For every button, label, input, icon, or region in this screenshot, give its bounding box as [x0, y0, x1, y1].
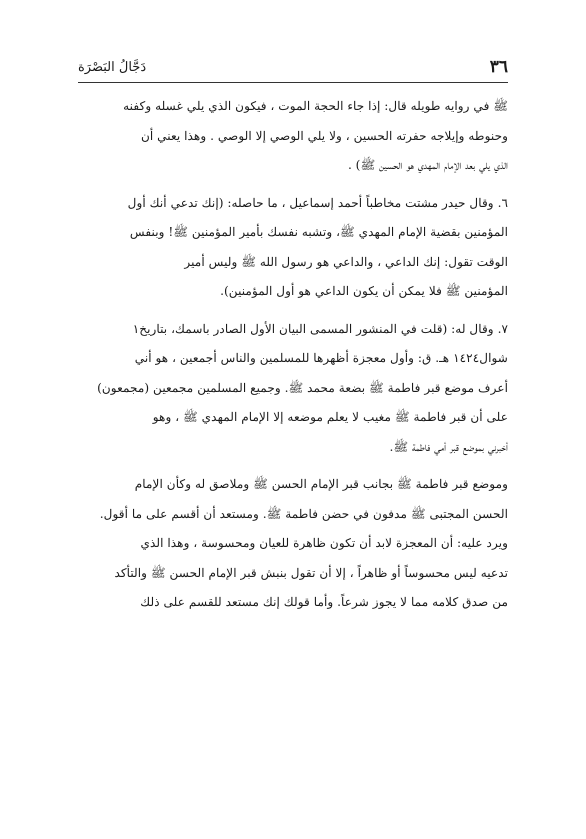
text-line: شوال١٤٢٤ هـ. ق: وأول معجزة أظهرها للمسلمين والناس أجمعين ، هو أني	[134, 351, 508, 365]
text-line: المؤمنين ﷺ فلا يمكن أن يكون الداعي هو أول المؤمنين).	[220, 284, 508, 298]
page-number: ٣٦	[489, 57, 508, 77]
text-line: ٦. وقال حيدر مشتت مخاطباً أحمد إسماعيل ، ما حاصله: (إنك تدعي أنك أول	[127, 195, 508, 210]
text-line: ويرد عليه: أن المعجزة لابد أن تكون ظاهرة للعيان ومحسوسة ، وهذا الذي	[140, 536, 508, 550]
text-line: أعرف موضع قبر فاطمة ﷺ بضعة محمد ﷺ. وجميع المسلمين مجمعين (مجمعون)	[97, 380, 508, 395]
running-title: دَجَّالُ البَصْرَة	[78, 60, 147, 75]
text-line: تدعيه ليس محسوساً أو ظاهراً ، إلا أن تقول بنبش قبر الإمام الحسن ﷺ والتأكد	[114, 565, 508, 580]
text-line: وحنوطه وإيلاجه حفرته الحسين ، ولا يلي الوصي إلا الوصي . وهذا يعني أن	[140, 128, 508, 143]
text-line: المؤمنين بقضية الإمام المهدي ﷺ، وتشبه نفسك بأمير المؤمنين ﷺ! وبنفس	[129, 225, 508, 239]
text-line: على أن قبر فاطمة ﷺ مغيب لا يعلم موضعه إلا الإمام المهدي ﷺ ، وهو	[152, 410, 508, 424]
header-divider	[78, 82, 508, 83]
text-line: أخبرني بموضع قبر أمي فاطمة ﷺ.	[389, 439, 508, 454]
text-line: وموضع قبر فاطمة ﷺ بجانب قبر الإمام الحسن ﷺ وملاصق له وكأن الإمام	[134, 477, 508, 491]
paragraph-3	[78, 315, 508, 463]
text-line: ٧. وقال له: (قلت في المنشور المسمى البيان الأول الصادر باسمك، بتاريخ١	[132, 321, 508, 336]
page-body	[78, 92, 508, 626]
text-line: الوقت تقول: إنك الداعي ، والداعي هو رسول الله ﷺ وليس أمير	[184, 254, 508, 269]
paragraph-2	[78, 189, 508, 307]
text-line: من صدق كلامه مما لا يجوز شرعاً. وأما قولك إنك مستعد للقسم على ذلك	[140, 595, 508, 609]
paragraph-4	[78, 470, 508, 618]
text-line: ﷺ في روايه طويله قال: إذا جاء الحجة الموت ، فيكون الذي يلي غسله وكفنه	[123, 99, 508, 113]
text-line: الذي يلي بعد الإمام المهدي هو الحسين ﷺ) .	[347, 158, 508, 172]
paragraph-1	[78, 92, 508, 181]
text-line: الحسن المجتبى ﷺ مدفون في حضن فاطمة ﷺ. ومستعد أن أقسم على ما أقول.	[99, 506, 508, 521]
page-header	[78, 56, 508, 80]
